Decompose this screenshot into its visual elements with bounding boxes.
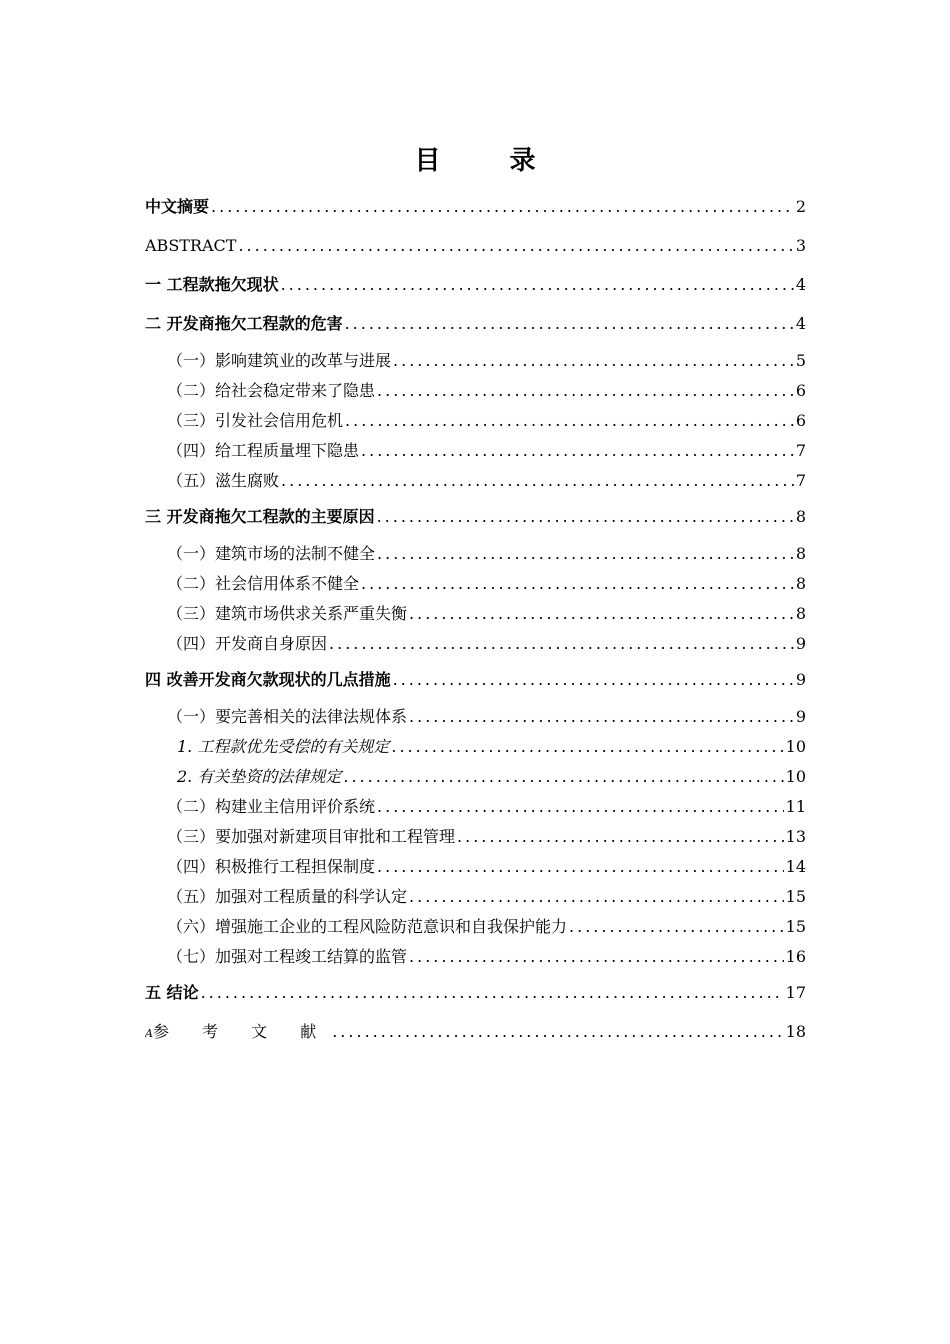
dot-leader	[361, 436, 794, 466]
toc-entry-label: 中文摘要	[145, 197, 210, 216]
toc-entry-label: （四）积极推行工程担保制度	[167, 857, 376, 876]
toc-entry-label: （七）加强对工程竣工结算的监管	[167, 947, 408, 966]
toc-entry-label: （一）影响建筑业的改革与进展	[167, 351, 392, 370]
toc-entry-label: （三）要加强对新建项目审批和工程管理	[167, 827, 456, 846]
toc-entry-label: 五 结论	[145, 983, 199, 1002]
toc-page-number: 7	[795, 471, 806, 490]
toc-entry-4-2[interactable]	[145, 792, 806, 822]
toc-entry-3-2[interactable]	[145, 569, 806, 599]
toc-entry-label: 一 工程款拖欠现状	[145, 275, 279, 294]
toc-page-number: 15	[785, 917, 806, 936]
dot-leader	[393, 663, 794, 697]
toc-entry-3-3[interactable]	[145, 599, 806, 629]
dot-leader	[201, 976, 784, 1010]
toc-entry-label: 2. 有关垫资的法律规定	[177, 767, 342, 786]
dot-leader	[569, 912, 784, 942]
dot-leader	[409, 882, 784, 912]
toc-entry-label: 1. 工程款优先受偿的有关规定	[177, 737, 390, 756]
dot-leader	[377, 792, 784, 822]
toc-entry-4-1-1[interactable]	[145, 732, 806, 762]
toc-page-number: 3	[795, 236, 806, 255]
toc-entry-4-1[interactable]	[145, 702, 806, 732]
toc-page-number: 13	[785, 827, 806, 846]
toc-entry-2-4[interactable]	[145, 436, 806, 466]
dot-leader	[393, 346, 794, 376]
dot-leader	[345, 406, 794, 436]
toc-entry-4-6[interactable]	[145, 912, 806, 942]
toc-entry-references[interactable]	[145, 1015, 806, 1054]
dot-leader	[211, 190, 794, 224]
dot-leader	[391, 732, 783, 762]
toc-page-number: 4	[795, 275, 806, 294]
toc-entry-label: （四）开发商自身原因	[167, 634, 328, 653]
toc-page-number: 18	[785, 1022, 806, 1041]
dot-leader	[377, 500, 794, 534]
dot-leader	[409, 942, 784, 972]
toc-page-number: 6	[795, 411, 806, 430]
toc-page-number: 7	[795, 441, 806, 460]
toc-page-number: 5	[795, 351, 806, 370]
dot-leader	[238, 229, 793, 263]
toc-entry-4-7[interactable]	[145, 942, 806, 972]
dot-leader	[281, 466, 794, 496]
toc-page-number: 8	[795, 574, 806, 593]
reference-prefix-mark: A	[145, 1027, 153, 1040]
toc-entry-section-5[interactable]	[145, 976, 806, 1015]
toc-entry-label: 四 改善开发商欠款现状的几点措施	[145, 670, 391, 689]
toc-entry-label	[145, 1015, 330, 1051]
toc-entry-2-2[interactable]	[145, 376, 806, 406]
toc-entry-section-2[interactable]	[145, 307, 806, 346]
toc-entry-abstract-cn[interactable]	[145, 190, 806, 229]
toc-entry-label: 三 开发商拖欠工程款的主要原因	[145, 507, 375, 526]
toc-entry-label: （二）构建业主信用评价系统	[167, 797, 376, 816]
dot-leader	[361, 569, 794, 599]
toc-page-number: 10	[785, 767, 806, 786]
toc-entry-2-5[interactable]	[145, 466, 806, 496]
toc-entry-2-1[interactable]	[145, 346, 806, 376]
toc-entry-3-4[interactable]	[145, 629, 806, 659]
toc-entry-4-3[interactable]	[145, 822, 806, 852]
toc-entry-abstract-en[interactable]	[145, 229, 806, 268]
dot-leader	[409, 702, 794, 732]
toc-entry-label: （四）给工程质量埋下隐患	[167, 441, 360, 460]
toc-entry-section-3[interactable]	[145, 500, 806, 539]
toc-entry-3-1[interactable]	[145, 539, 806, 569]
toc-page-number: 8	[795, 604, 806, 623]
toc-entry-label: （二）给社会稳定带来了隐患	[167, 381, 376, 400]
toc-entry-label: （五）滋生腐败	[167, 471, 280, 490]
toc-entry-section-1[interactable]	[145, 268, 806, 307]
toc-page-number: 15	[785, 887, 806, 906]
dot-leader	[377, 539, 794, 569]
dot-leader	[329, 629, 794, 659]
toc-page-number: 9	[795, 670, 806, 689]
toc-page-number: 2	[795, 197, 806, 216]
dot-leader	[457, 822, 784, 852]
toc-entry-4-5[interactable]	[145, 882, 806, 912]
toc-page-number: 9	[795, 707, 806, 726]
toc-entry-label: （二）社会信用体系不健全	[167, 574, 360, 593]
toc-page-number: 11	[785, 797, 806, 816]
toc-entry-label: （三）引发社会信用危机	[167, 411, 344, 430]
toc-entry-label: （六）增强施工企业的工程风险防范意识和自我保护能力	[167, 917, 568, 936]
toc-page-number: 8	[795, 507, 806, 526]
dot-leader	[281, 268, 794, 302]
toc-entry-label: （一）建筑市场的法制不健全	[167, 544, 376, 563]
toc-entry-4-1-2[interactable]	[145, 762, 806, 792]
toc-page-number: 10	[785, 737, 806, 756]
references-label: 参 考 文 献	[152, 1022, 331, 1041]
toc-entry-label: （一）要完善相关的法律法规体系	[167, 707, 408, 726]
toc-page-number: 4	[795, 314, 806, 333]
toc-page-number: 6	[795, 381, 806, 400]
toc-entry-4-4[interactable]	[145, 852, 806, 882]
toc-page-number: 9	[795, 634, 806, 653]
toc-entry-label: 二 开发商拖欠工程款的危害	[145, 314, 343, 333]
toc-entry-label: ABSTRACT	[145, 236, 237, 255]
toc-title: 目 录	[414, 146, 566, 176]
dot-leader	[409, 599, 794, 629]
dot-leader	[332, 1015, 783, 1049]
toc-entry-section-4[interactable]	[145, 663, 806, 702]
table-of-contents	[145, 190, 806, 1054]
toc-page-number: 8	[795, 544, 806, 563]
toc-entry-2-3[interactable]	[145, 406, 806, 436]
dot-leader	[377, 376, 794, 406]
dot-leader	[377, 852, 784, 882]
toc-entry-label: （五）加强对工程质量的科学认定	[167, 887, 408, 906]
toc-page-number: 16	[785, 947, 806, 966]
toc-page-number: 17	[785, 983, 806, 1002]
toc-entry-label: （三）建筑市场供求关系严重失衡	[167, 604, 408, 623]
toc-page-number: 14	[785, 857, 806, 876]
dot-leader	[343, 762, 783, 792]
dot-leader	[345, 307, 794, 341]
